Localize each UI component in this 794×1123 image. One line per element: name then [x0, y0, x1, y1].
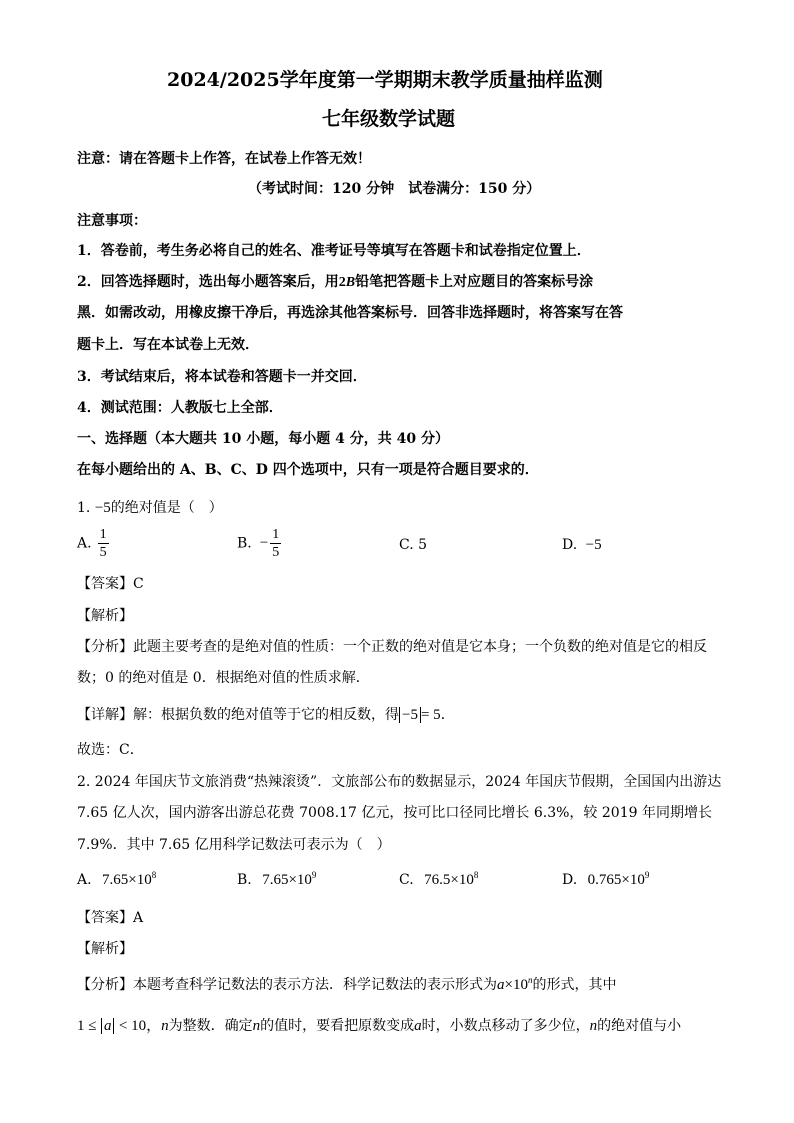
question-2-option-c: C. $76.5\times 10^8$	[399, 870, 479, 888]
pencil-grade: 2B	[338, 275, 356, 290]
question-1-option-a: A. $\frac{1}{5}$	[77, 527, 107, 560]
absolute-value-expression: −5	[399, 707, 421, 723]
instruction-item-2-text-a: 2．回答选择题时，选出每小题答案后，用	[77, 274, 339, 290]
question-2-answer: 【答案】A	[77, 910, 144, 926]
exam-info: （考试时间：120 分钟 试卷满分：150 分）	[248, 181, 541, 197]
question-1-analysis-tag: 【解析】	[77, 608, 133, 624]
instruction-item-2-line-3: 题卡上．写在本试卷上无效．	[77, 337, 259, 353]
exam-title: 2024/2025学年度第一学期期末教学质量抽样监测	[167, 69, 603, 91]
answer-sheet-notice: 注意：请在答题卡上作答，在试卷上作答无效！	[77, 151, 371, 167]
question-1-option-d: D. −5	[562, 537, 602, 553]
question-2-option-d: D. $0.765\times 10^9$	[562, 870, 650, 888]
question-2-fenxi-condition: 1 ≤ a < 10，n为整数．确定n的值时，要看把原数变成a时，小数点移动了多少位，n的绝对值与小	[77, 1018, 682, 1034]
absolute-value-a: a	[101, 1018, 115, 1034]
question-1-answer: 【答案】C	[77, 576, 144, 592]
instruction-item-2-text-b: 铅笔把答题卡上对应题目的答案标号涂	[355, 274, 594, 290]
fraction-negative-one-fifth: $\frac{1}{5}$	[272, 527, 280, 560]
instruction-item-2-line-2: 黑．如需改动，用橡皮擦干净后，再选涂其他答案标号．回答非选择题时，将答案写在答	[77, 305, 623, 321]
section-description: 在每小题给出的 A、B、C、D 四个选项中，只有一项是符合题目要求的．	[77, 462, 539, 478]
question-1-expression: −5	[94, 500, 111, 516]
exam-subtitle: 七年级数学试题	[322, 108, 456, 130]
question-1-stem: 1. −5的绝对值是（ ）	[77, 500, 223, 516]
question-1-conclusion: 故选：C．	[77, 742, 144, 758]
question-2-line-2: 7.65 亿人次，国内游客出游总花费 7008.17 亿元，按可比口径同比增长 6.3%，较 2019 年同期增长	[77, 805, 712, 821]
instruction-item-1: 1．答卷前，考生务必将自己的姓名、准考证号等填写在答题卡和试卷指定位置上．	[77, 243, 591, 259]
question-1-fenxi-line-2: 数；0 的绝对值是 0．根据绝对值的性质求解．	[77, 670, 370, 686]
section-heading: 一、选择题（本大题共 10 小题，每小题 4 分，共 40 分）	[77, 431, 449, 447]
instruction-item-4: 4．测试范围：人教版七上全部．	[77, 400, 283, 416]
question-1-option-c: C. 5	[399, 537, 428, 553]
instructions-heading: 注意事项：	[77, 213, 147, 229]
question-2-option-b: B. $7.65\times 10^9$	[237, 870, 317, 888]
question-2-line-1: 2. 2024 年国庆节文旅消费“热辣滚烫”．文旅部公布的数据显示，2024 年国庆节假期，全国国内出游达	[77, 774, 722, 790]
question-2-line-3: 7.9%．其中 7.65 亿用科学记数法可表示为（ ）	[77, 837, 391, 853]
question-2-fenxi: 【分析】本题考查科学记数法的表示方法．科学记数法的表示形式为$a\times 10^n$的形式，其中	[77, 975, 617, 993]
instruction-item-3: 3．考试结束后，将本试卷和答题卡一并交回．	[77, 369, 367, 385]
question-2-analysis-tag: 【解析】	[77, 941, 133, 957]
question-1-fenxi-line-1: 【分析】此题主要考查的是绝对值的性质：一个正数的绝对值是它本身；一个负数的绝对值是它的相反	[77, 639, 707, 655]
scientific-notation-form: $a\times 10^n$	[497, 975, 533, 993]
instruction-item-2-line-1	[77, 271, 593, 291]
question-1-option-b: B. − $\frac{1}{5}$	[237, 527, 280, 560]
question-1-detail: 【详解】解：根据负数的绝对值等于它的相反数，得 −5 = 5．	[77, 707, 455, 723]
fraction-one-fifth: $\frac{1}{5}$	[99, 527, 107, 560]
question-2-option-a: A. $7.65\times 10^8$	[77, 870, 157, 888]
